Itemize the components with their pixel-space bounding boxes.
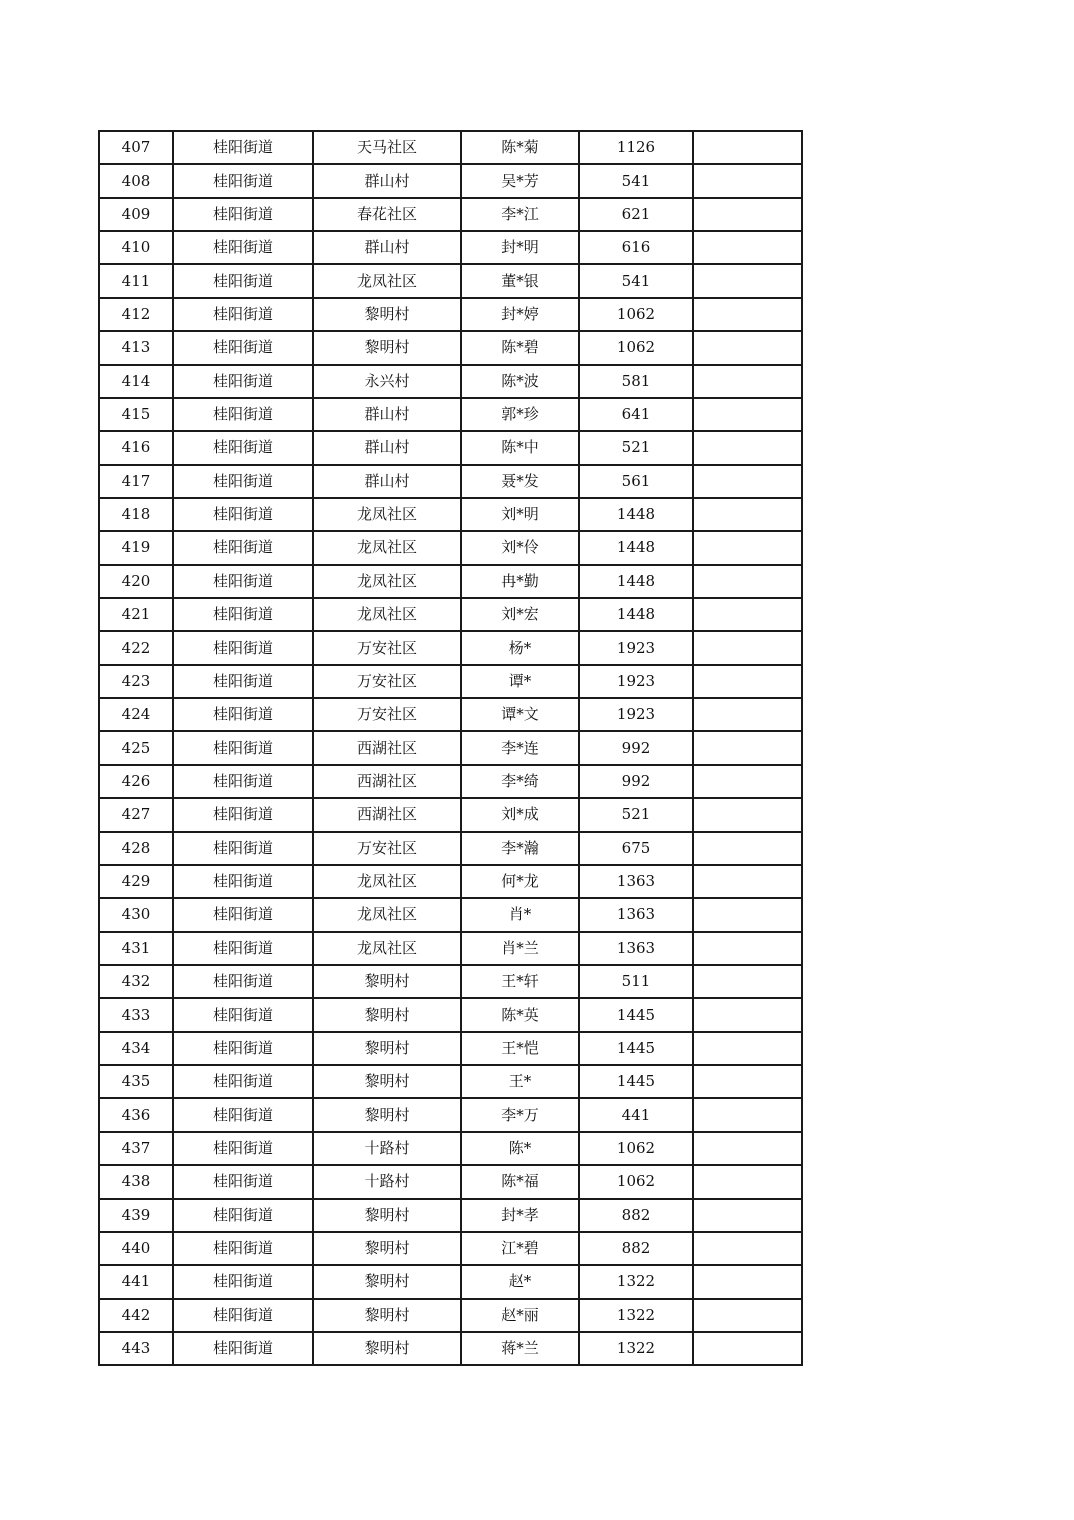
table-row: [99, 231, 802, 264]
table-row: [99, 832, 802, 865]
community-cell: 群山村: [313, 231, 461, 264]
community-cell: 黎明村: [313, 1265, 461, 1298]
row-number-cell: 415: [99, 398, 173, 431]
row-number-cell: 438: [99, 1165, 173, 1198]
street-cell: 桂阳街道: [173, 1332, 313, 1365]
row-number-cell: 423: [99, 665, 173, 698]
row-number-cell: 411: [99, 264, 173, 297]
amount-cell: 1322: [579, 1332, 693, 1365]
row-number-cell: 416: [99, 431, 173, 464]
name-cell: 陈*中: [461, 431, 579, 464]
street-cell: 桂阳街道: [173, 865, 313, 898]
name-cell: 董*银: [461, 264, 579, 297]
amount-cell: 561: [579, 465, 693, 498]
street-cell: 桂阳街道: [173, 398, 313, 431]
row-number-cell: 414: [99, 365, 173, 398]
community-cell: 万安社区: [313, 698, 461, 731]
community-cell: 十路村: [313, 1165, 461, 1198]
row-number-cell: 433: [99, 998, 173, 1031]
amount-cell: 992: [579, 765, 693, 798]
name-cell: 王*: [461, 1065, 579, 1098]
name-cell: 肖*: [461, 898, 579, 931]
name-cell: 何*龙: [461, 865, 579, 898]
row-number-cell: 428: [99, 832, 173, 865]
row-number-cell: 430: [99, 898, 173, 931]
row-number-cell: 417: [99, 465, 173, 498]
table-row: [99, 198, 802, 231]
table-row: [99, 731, 802, 764]
row-number-cell: 442: [99, 1299, 173, 1332]
street-cell: 桂阳街道: [173, 765, 313, 798]
community-cell: 万安社区: [313, 832, 461, 865]
street-cell: 桂阳街道: [173, 331, 313, 364]
community-cell: 十路村: [313, 1132, 461, 1165]
table-row: [99, 1199, 802, 1232]
row-number-cell: 422: [99, 631, 173, 664]
community-cell: 龙凤社区: [313, 898, 461, 931]
community-cell: 黎明村: [313, 331, 461, 364]
name-cell: 刘*宏: [461, 598, 579, 631]
street-cell: 桂阳街道: [173, 1165, 313, 1198]
community-cell: 黎明村: [313, 1299, 461, 1332]
table-row: [99, 465, 802, 498]
remark-cell: [693, 1132, 802, 1165]
row-number-cell: 418: [99, 498, 173, 531]
community-cell: 黎明村: [313, 298, 461, 331]
remark-cell: [693, 1032, 802, 1065]
community-cell: 龙凤社区: [313, 264, 461, 297]
amount-cell: 1062: [579, 331, 693, 364]
table-row: [99, 331, 802, 364]
remark-cell: [693, 1265, 802, 1298]
name-cell: 刘*成: [461, 798, 579, 831]
table-row: [99, 798, 802, 831]
name-cell: 肖*兰: [461, 932, 579, 965]
row-number-cell: 413: [99, 331, 173, 364]
community-cell: 群山村: [313, 465, 461, 498]
row-number-cell: 431: [99, 932, 173, 965]
name-cell: 聂*发: [461, 465, 579, 498]
amount-cell: 521: [579, 798, 693, 831]
amount-cell: 1363: [579, 865, 693, 898]
table-row: [99, 498, 802, 531]
table-row: [99, 1132, 802, 1165]
community-cell: 黎明村: [313, 1098, 461, 1131]
name-cell: 李*连: [461, 731, 579, 764]
name-cell: 谭*: [461, 665, 579, 698]
community-cell: 龙凤社区: [313, 565, 461, 598]
row-number-cell: 434: [99, 1032, 173, 1065]
table-row: [99, 631, 802, 664]
table-row: [99, 398, 802, 431]
amount-cell: 1062: [579, 1165, 693, 1198]
community-cell: 龙凤社区: [313, 865, 461, 898]
street-cell: 桂阳街道: [173, 898, 313, 931]
name-cell: 陈*波: [461, 365, 579, 398]
remark-cell: [693, 498, 802, 531]
remark-cell: [693, 331, 802, 364]
street-cell: 桂阳街道: [173, 565, 313, 598]
street-cell: 桂阳街道: [173, 365, 313, 398]
amount-cell: 1445: [579, 998, 693, 1031]
name-cell: 王*恺: [461, 1032, 579, 1065]
remark-cell: [693, 898, 802, 931]
street-cell: 桂阳街道: [173, 798, 313, 831]
amount-cell: 882: [579, 1232, 693, 1265]
row-number-cell: 412: [99, 298, 173, 331]
street-cell: 桂阳街道: [173, 698, 313, 731]
name-cell: 陈*碧: [461, 331, 579, 364]
remark-cell: [693, 465, 802, 498]
street-cell: 桂阳街道: [173, 1132, 313, 1165]
table-row: [99, 531, 802, 564]
remark-cell: [693, 164, 802, 197]
amount-cell: 641: [579, 398, 693, 431]
street-cell: 桂阳街道: [173, 1032, 313, 1065]
amount-cell: 1923: [579, 698, 693, 731]
row-number-cell: 436: [99, 1098, 173, 1131]
table-row: [99, 1098, 802, 1131]
table-row: [99, 431, 802, 464]
street-cell: 桂阳街道: [173, 1098, 313, 1131]
remark-cell: [693, 264, 802, 297]
name-cell: 陈*福: [461, 1165, 579, 1198]
amount-cell: 511: [579, 965, 693, 998]
community-cell: 群山村: [313, 164, 461, 197]
table-row: [99, 598, 802, 631]
name-cell: 李*绮: [461, 765, 579, 798]
table-row: [99, 1032, 802, 1065]
name-cell: 吴*芳: [461, 164, 579, 197]
row-number-cell: 419: [99, 531, 173, 564]
row-number-cell: 437: [99, 1132, 173, 1165]
remark-cell: [693, 1299, 802, 1332]
remark-cell: [693, 1065, 802, 1098]
community-cell: 西湖社区: [313, 731, 461, 764]
street-cell: 桂阳街道: [173, 198, 313, 231]
remark-cell: [693, 965, 802, 998]
name-cell: 赵*: [461, 1265, 579, 1298]
community-cell: 西湖社区: [313, 765, 461, 798]
remark-cell: [693, 598, 802, 631]
street-cell: 桂阳街道: [173, 665, 313, 698]
remark-cell: [693, 1332, 802, 1365]
amount-cell: 675: [579, 832, 693, 865]
amount-cell: 521: [579, 431, 693, 464]
table-row: [99, 164, 802, 197]
name-cell: 赵*丽: [461, 1299, 579, 1332]
row-number-cell: 440: [99, 1232, 173, 1265]
street-cell: 桂阳街道: [173, 998, 313, 1031]
community-cell: 黎明村: [313, 965, 461, 998]
remark-cell: [693, 765, 802, 798]
community-cell: 群山村: [313, 431, 461, 464]
table-row: [99, 1232, 802, 1265]
amount-cell: 581: [579, 365, 693, 398]
amount-cell: 1322: [579, 1299, 693, 1332]
amount-cell: 621: [579, 198, 693, 231]
amount-cell: 1445: [579, 1065, 693, 1098]
community-cell: 万安社区: [313, 631, 461, 664]
street-cell: 桂阳街道: [173, 1199, 313, 1232]
community-cell: 龙凤社区: [313, 498, 461, 531]
remark-cell: [693, 131, 802, 164]
remark-cell: [693, 1232, 802, 1265]
street-cell: 桂阳街道: [173, 731, 313, 764]
remark-cell: [693, 431, 802, 464]
remark-cell: [693, 398, 802, 431]
row-number-cell: 424: [99, 698, 173, 731]
data-table: [98, 130, 803, 1366]
amount-cell: 1062: [579, 1132, 693, 1165]
community-cell: 龙凤社区: [313, 598, 461, 631]
remark-cell: [693, 932, 802, 965]
name-cell: 冉*勤: [461, 565, 579, 598]
remark-cell: [693, 565, 802, 598]
street-cell: 桂阳街道: [173, 531, 313, 564]
table-row: [99, 698, 802, 731]
community-cell: 黎明村: [313, 1032, 461, 1065]
table-row: [99, 665, 802, 698]
table-body: [99, 131, 802, 1365]
name-cell: 陈*: [461, 1132, 579, 1165]
community-cell: 龙凤社区: [313, 932, 461, 965]
table-row: [99, 1299, 802, 1332]
table-row: [99, 1165, 802, 1198]
name-cell: 江*碧: [461, 1232, 579, 1265]
table-row: [99, 1265, 802, 1298]
remark-cell: [693, 832, 802, 865]
row-number-cell: 421: [99, 598, 173, 631]
amount-cell: 1448: [579, 531, 693, 564]
remark-cell: [693, 665, 802, 698]
name-cell: 陈*菊: [461, 131, 579, 164]
name-cell: 杨*: [461, 631, 579, 664]
table-row: [99, 998, 802, 1031]
name-cell: 陈*英: [461, 998, 579, 1031]
street-cell: 桂阳街道: [173, 498, 313, 531]
table-row: [99, 965, 802, 998]
remark-cell: [693, 1165, 802, 1198]
street-cell: 桂阳街道: [173, 932, 313, 965]
name-cell: 蒋*兰: [461, 1332, 579, 1365]
community-cell: 黎明村: [313, 1065, 461, 1098]
amount-cell: 992: [579, 731, 693, 764]
row-number-cell: 435: [99, 1065, 173, 1098]
remark-cell: [693, 865, 802, 898]
name-cell: 郭*珍: [461, 398, 579, 431]
name-cell: 谭*文: [461, 698, 579, 731]
street-cell: 桂阳街道: [173, 598, 313, 631]
community-cell: 永兴村: [313, 365, 461, 398]
row-number-cell: 441: [99, 1265, 173, 1298]
street-cell: 桂阳街道: [173, 1299, 313, 1332]
row-number-cell: 410: [99, 231, 173, 264]
amount-cell: 1448: [579, 598, 693, 631]
row-number-cell: 432: [99, 965, 173, 998]
remark-cell: [693, 698, 802, 731]
amount-cell: 1445: [579, 1032, 693, 1065]
name-cell: 封*孝: [461, 1199, 579, 1232]
amount-cell: 441: [579, 1098, 693, 1131]
street-cell: 桂阳街道: [173, 832, 313, 865]
table-row: [99, 898, 802, 931]
row-number-cell: 439: [99, 1199, 173, 1232]
community-cell: 黎明村: [313, 998, 461, 1031]
street-cell: 桂阳街道: [173, 965, 313, 998]
amount-cell: 1448: [579, 498, 693, 531]
row-number-cell: 409: [99, 198, 173, 231]
name-cell: 李*万: [461, 1098, 579, 1131]
amount-cell: 1363: [579, 898, 693, 931]
street-cell: 桂阳街道: [173, 131, 313, 164]
amount-cell: 1363: [579, 932, 693, 965]
amount-cell: 541: [579, 164, 693, 197]
remark-cell: [693, 998, 802, 1031]
row-number-cell: 426: [99, 765, 173, 798]
row-number-cell: 443: [99, 1332, 173, 1365]
community-cell: 黎明村: [313, 1232, 461, 1265]
amount-cell: 616: [579, 231, 693, 264]
street-cell: 桂阳街道: [173, 298, 313, 331]
amount-cell: 1126: [579, 131, 693, 164]
remark-cell: [693, 231, 802, 264]
remark-cell: [693, 298, 802, 331]
name-cell: 李*江: [461, 198, 579, 231]
row-number-cell: 408: [99, 164, 173, 197]
community-cell: 群山村: [313, 398, 461, 431]
street-cell: 桂阳街道: [173, 1232, 313, 1265]
remark-cell: [693, 798, 802, 831]
street-cell: 桂阳街道: [173, 465, 313, 498]
community-cell: 万安社区: [313, 665, 461, 698]
community-cell: 天马社区: [313, 131, 461, 164]
community-cell: 黎明村: [313, 1199, 461, 1232]
row-number-cell: 429: [99, 865, 173, 898]
amount-cell: 1322: [579, 1265, 693, 1298]
street-cell: 桂阳街道: [173, 631, 313, 664]
table-row: [99, 932, 802, 965]
community-cell: 黎明村: [313, 1332, 461, 1365]
amount-cell: 541: [579, 264, 693, 297]
name-cell: 封*明: [461, 231, 579, 264]
community-cell: 龙凤社区: [313, 531, 461, 564]
table-row: [99, 264, 802, 297]
remark-cell: [693, 1098, 802, 1131]
street-cell: 桂阳街道: [173, 1265, 313, 1298]
name-cell: 刘*明: [461, 498, 579, 531]
table-row: [99, 765, 802, 798]
table-row: [99, 565, 802, 598]
amount-cell: 1062: [579, 298, 693, 331]
name-cell: 王*轩: [461, 965, 579, 998]
remark-cell: [693, 1199, 802, 1232]
name-cell: 李*瀚: [461, 832, 579, 865]
row-number-cell: 427: [99, 798, 173, 831]
amount-cell: 1448: [579, 565, 693, 598]
table-row: [99, 298, 802, 331]
remark-cell: [693, 531, 802, 564]
community-cell: 春花社区: [313, 198, 461, 231]
table-row: [99, 365, 802, 398]
street-cell: 桂阳街道: [173, 431, 313, 464]
name-cell: 封*婷: [461, 298, 579, 331]
table-row: [99, 865, 802, 898]
amount-cell: 1923: [579, 631, 693, 664]
table-row: [99, 131, 802, 164]
amount-cell: 882: [579, 1199, 693, 1232]
remark-cell: [693, 198, 802, 231]
street-cell: 桂阳街道: [173, 1065, 313, 1098]
table-row: [99, 1065, 802, 1098]
community-cell: 西湖社区: [313, 798, 461, 831]
remark-cell: [693, 731, 802, 764]
amount-cell: 1923: [579, 665, 693, 698]
row-number-cell: 420: [99, 565, 173, 598]
row-number-cell: 425: [99, 731, 173, 764]
name-cell: 刘*伶: [461, 531, 579, 564]
street-cell: 桂阳街道: [173, 164, 313, 197]
remark-cell: [693, 631, 802, 664]
street-cell: 桂阳街道: [173, 264, 313, 297]
row-number-cell: 407: [99, 131, 173, 164]
remark-cell: [693, 365, 802, 398]
street-cell: 桂阳街道: [173, 231, 313, 264]
table-row: [99, 1332, 802, 1365]
